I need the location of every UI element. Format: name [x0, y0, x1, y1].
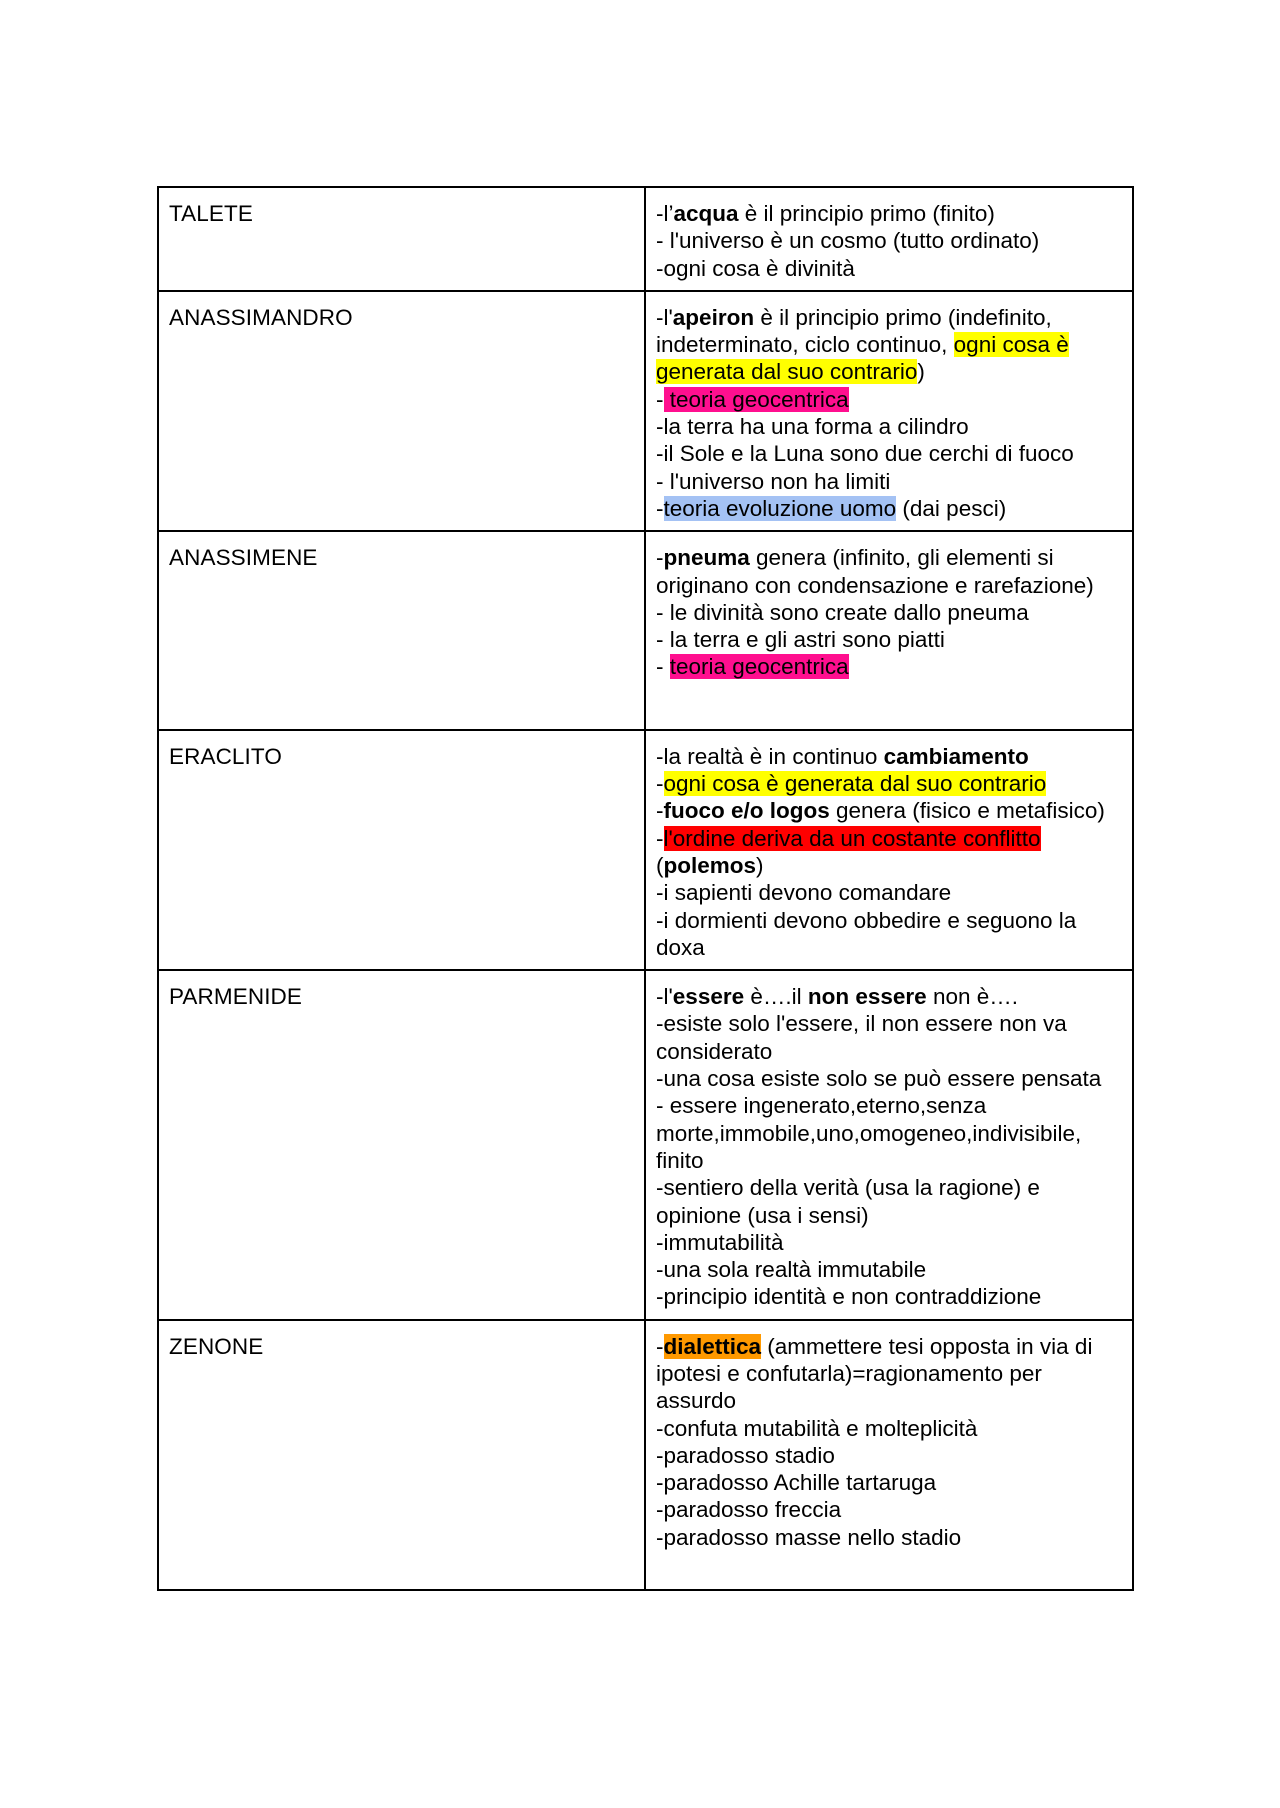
highlighted-text: dialettica: [663, 1333, 762, 1359]
philosopher-notes-cell: [645, 730, 1133, 970]
note-line: [656, 1524, 1122, 1551]
note-text: genera (fisico e metafisico): [829, 798, 1105, 824]
note-text: - le divinità sono create dallo pneuma: [656, 599, 1029, 625]
philosopher-name-cell: [158, 531, 645, 729]
table-row: [158, 1320, 1133, 1590]
note-text: è il principio primo (indefinito, indeterminato, ciclo continuo,: [656, 304, 1052, 358]
note-line: [656, 1283, 1122, 1310]
note-line: [656, 413, 1122, 440]
bold-keyword: essere: [672, 984, 745, 1010]
note-line: [656, 825, 1122, 880]
philosopher-name: ERACLITO: [169, 743, 282, 769]
note-line: [656, 468, 1122, 495]
bold-keyword: cambiamento: [883, 743, 1029, 769]
bold-keyword: acqua: [673, 201, 739, 226]
note-text: genera (infinito, gli elementi si originano con condensazione e rarefazione): [656, 545, 1094, 598]
note-text: -immutabilità: [656, 1229, 784, 1255]
philosopher-name-cell: [158, 291, 645, 531]
philosopher-notes-cell: [645, 1320, 1133, 1590]
note-text: -i dormienti devono obbedire e seguono la doxa: [656, 907, 1077, 960]
table-row: [158, 187, 1133, 291]
note-text: -: [656, 386, 664, 412]
note-line: [656, 386, 1122, 413]
note-text: - essere ingenerato,eterno,senza morte,immobile,uno,omogeneo,indivisibile, finito: [656, 1093, 1082, 1173]
note-text: - la terra e gli astri sono piatti: [656, 627, 945, 653]
note-line: [656, 1442, 1122, 1469]
note-text: -l': [656, 984, 673, 1010]
philosopher-name-cell: [158, 970, 645, 1320]
bold-keyword: polemos: [663, 852, 757, 878]
note-text: -: [656, 771, 664, 797]
note-line: [656, 907, 1122, 962]
note-text: è….il: [744, 984, 808, 1010]
note-text: ): [917, 359, 925, 385]
note-line: [656, 544, 1122, 599]
note-text: -: [656, 825, 664, 851]
philosopher-notes-cell: [645, 187, 1133, 291]
note-line: [656, 1010, 1122, 1065]
philosopher-notes-cell: [645, 291, 1133, 531]
philosophers-table: [157, 186, 1134, 1591]
note-text: -sentiero della verità (usa la ragione) e opinione (usa i sensi): [656, 1175, 1040, 1228]
note-text: ): [756, 852, 764, 878]
note-line: [656, 1256, 1122, 1283]
bold-keyword: pneuma: [663, 545, 750, 571]
note-text: -confuta mutabilità e molteplicità: [656, 1415, 978, 1441]
note-text: non è….: [926, 984, 1019, 1010]
note-line: [656, 1333, 1122, 1415]
philosopher-name: PARMENIDE: [169, 984, 302, 1010]
bold-keyword: apeiron: [672, 304, 755, 330]
note-line: [656, 770, 1122, 797]
highlighted-text: teoria evoluzione uomo: [663, 495, 897, 521]
note-text: -principio identità e non contraddizione: [656, 1284, 1042, 1310]
note-line: [656, 1229, 1122, 1256]
highlighted-text: teoria geocentrica: [663, 386, 849, 412]
philosopher-name-cell: [158, 187, 645, 291]
note-line: [656, 1092, 1122, 1174]
note-text: -paradosso stadio: [656, 1442, 835, 1468]
note-text: -: [656, 654, 670, 680]
note-text: -i sapienti devono comandare: [656, 880, 952, 906]
philosopher-name: TALETE: [169, 201, 253, 226]
note-line: [656, 255, 1122, 282]
philosopher-name: ZENONE: [169, 1333, 264, 1359]
note-line: [656, 1469, 1122, 1496]
table-row: [158, 291, 1133, 531]
philosopher-notes-cell: [645, 970, 1133, 1320]
note-text: -paradosso freccia: [656, 1497, 842, 1523]
note-line: [656, 440, 1122, 467]
note-text: (dai pesci): [896, 495, 1007, 521]
note-text: - l'universo è un cosmo (tutto ordinato): [656, 228, 1040, 254]
note-line: [656, 200, 1122, 227]
note-text: -una sola realtà immutabile: [656, 1257, 927, 1283]
note-line: [656, 1415, 1122, 1442]
note-text: -la terra ha una forma a cilindro: [656, 414, 969, 440]
note-text: -: [656, 798, 664, 824]
note-line: [656, 626, 1122, 653]
note-text: -: [656, 545, 664, 571]
table-body: [158, 187, 1133, 1590]
note-text: -: [656, 495, 664, 521]
note-text: -la realtà è in continuo: [656, 743, 884, 769]
note-line: [656, 227, 1122, 254]
note-text: è il principio primo (finito): [738, 201, 995, 226]
note-text: -il Sole e la Luna sono due cerchi di fuoco: [656, 441, 1074, 467]
highlighted-text: l'ordine deriva da un costante conflitto: [663, 825, 1041, 851]
table-row: [158, 531, 1133, 729]
philosopher-notes-cell: [645, 531, 1133, 729]
philosopher-name: ANASSIMENE: [169, 545, 318, 571]
note-line: [656, 495, 1122, 522]
note-line: [656, 653, 1122, 680]
note-line: [656, 599, 1122, 626]
note-text: - l'universo non ha limiti: [656, 468, 891, 494]
highlighted-text: ogni cosa è generata dal suo contrario: [663, 771, 1047, 797]
bold-keyword: non essere: [807, 984, 927, 1010]
highlighted-text: teoria geocentrica: [669, 654, 849, 680]
note-text: (: [656, 852, 664, 878]
note-text: -paradosso Achille tartaruga: [656, 1470, 937, 1496]
table-row: [158, 730, 1133, 970]
note-text: -una cosa esiste solo se può essere pensata: [656, 1066, 1102, 1092]
note-line: [656, 304, 1122, 386]
note-text: -paradosso masse nello stadio: [656, 1524, 962, 1550]
note-line: [656, 879, 1122, 906]
note-line: [656, 983, 1122, 1010]
philosopher-name-cell: [158, 730, 645, 970]
note-text: -: [656, 1333, 664, 1359]
philosopher-name: ANASSIMANDRO: [169, 304, 353, 330]
note-line: [656, 1065, 1122, 1092]
note-text: -esiste solo l'essere, il non essere non va considerato: [656, 1011, 1067, 1064]
note-line: [656, 797, 1122, 824]
note-text: (ammettere tesi opposta in via di ipotesi e confutarla)=ragionamento per assurdo: [656, 1333, 1093, 1414]
philosopher-name-cell: [158, 1320, 645, 1590]
table-row: [158, 970, 1133, 1320]
note-text: -l': [656, 304, 673, 330]
note-text: -ogni cosa è divinità: [656, 255, 855, 281]
highlighted-text: ogni cosa è generata dal suo contrario: [656, 332, 1069, 385]
note-text: -l’: [656, 201, 674, 226]
bold-keyword: fuoco e/o logos: [663, 798, 830, 824]
note-line: [656, 1496, 1122, 1523]
note-line: [656, 1174, 1122, 1229]
note-line: [656, 743, 1122, 770]
